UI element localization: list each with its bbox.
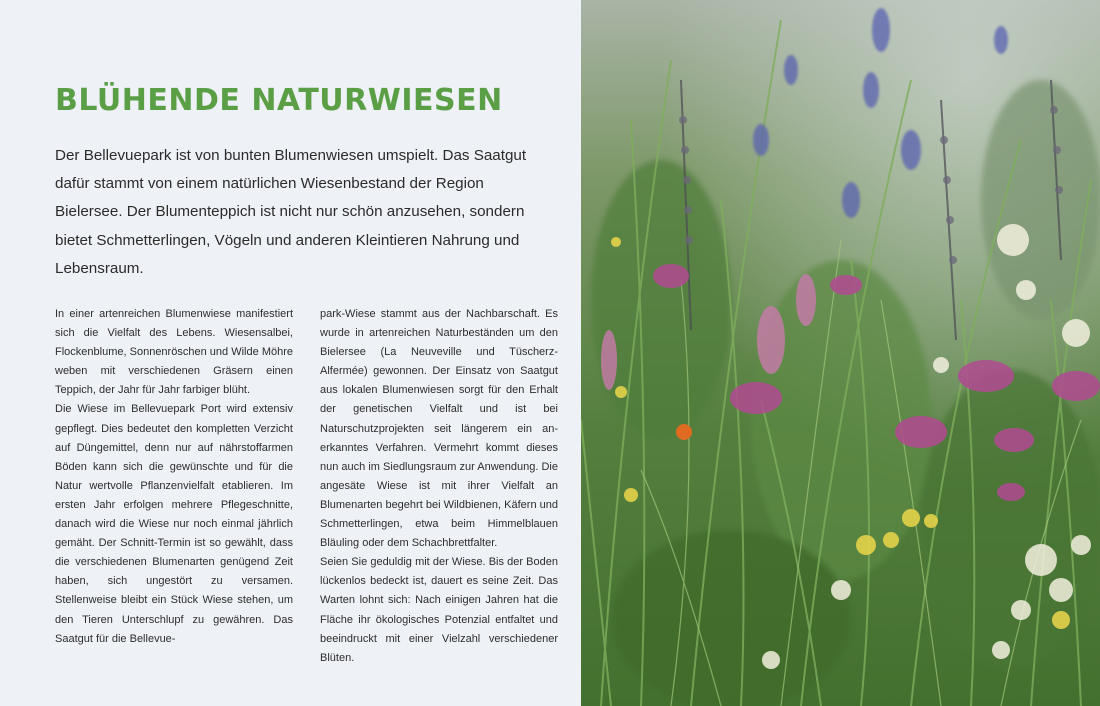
lead-paragraph: Der Bellevuepark ist von bunten Blumenwiesen umspielt. Das Saatgut dafür stammt von einem natürlichen Wiesenbestand der Region Bielersee. Der Blumenteppich ist nicht nur schön anzusehen, sondern bietet Schmetterlingen, Vögeln und anderen Kleintieren Nahrung und Lebensraum. [55,147,527,277]
body-paragraph: In einer artenreichen Blumenwiese manifestiert sich die Vielfalt des Lebens. Wiesensalbei, Flockenblume, Sonnenröschen und Wilde Möhre weben mit verschiedenen Gräsern einen Teppich, der Jahr für Jahr farbiger blüht. [55,308,293,397]
body-paragraph: park-Wiese stammt aus der Nachbarschaft. Es wurde in artenreichen Naturbeständen um den Bielersee (La Neuveville und Tüscherz-Alfermée) gewonnen. Der Einsatz von Saatgut aus lokalen Blumenwiesen sorgt für den Erhalt der genetischen Vielfalt und ist bei Naturschutzprojekten seit längerem ein anerkanntes Verfahren. Vermehrt kommt dieses nun auch im Siedlungsraum zur Anwendung. Die angesäte Wiese ist mit ihrer Vielfalt an Blumenarten begehrt bei Wildbienen, Käfern und Schmetterlingen, etwa beim Himmelblauen Bläuling oder dem Schachbrettfalter. [320,308,558,550]
body-paragraph: Die Wiese im Bellevuepark Port wird extensiv gepflegt. Dies bedeutet den kompletten Verzicht auf Düngemittel, denn nur auf nährstoffarmen Böden kann sich die gewünschte und für die Natur wertvolle Pflanzenvielfalt etablieren. Im ersten Jahr erfolgen mehrere Pflegeschnitte, danach wird die Wiese nur noch einmal jährlich gemäht. Der Schnitt-Termin ist so gewählt, dass die verschiedenen Blumenarten genügend Zeit haben, sich ungestört zu versamen. Stellenweise bleibt ein Stück Wiese stehen, um den Tieren Unterschlupf zu gewähren. Das Saatgut für die Bellevue- [55,403,293,645]
meadow-photo [581,0,1100,706]
body-paragraph: Seien Sie geduldig mit der Wiese. Bis der Boden lückenlos bedeckt ist, dauert es seine Zeit. Das Warten lohnt sich: Nach einigen Jahren hat die Fläche ihr ökologisches Potenzial entfaltet und beeindruckt mit einer Vielzahl verschiedener Blüten. [320,556,558,664]
meadow-illustration [581,0,1100,706]
body-column-right [320,305,558,668]
page-title: BLÜHENDE NATURWIESEN [55,83,503,118]
body-column-left [55,305,293,649]
